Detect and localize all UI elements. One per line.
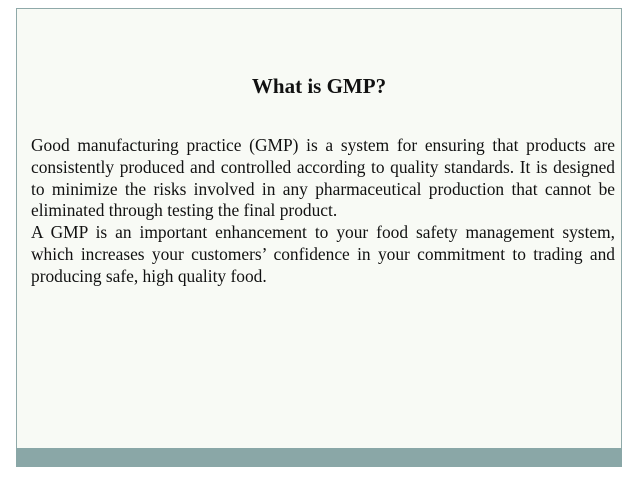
paragraph-definition: Good manufacturing practice (GMP) is a system for ensuring that products are consistently produced and controlled according to quality standards. It is designed to minimize the risks involved in any pharmaceutical production that cannot be eliminated through testing the final product. <box>31 135 615 221</box>
slide-body <box>31 135 615 288</box>
footer-band <box>16 448 622 467</box>
slide-title: What is GMP? <box>251 74 387 98</box>
paragraph-food-safety: A GMP is an important enhancement to your food safety management system, which increases your customers’ confidence in your commitment to trading and producing safe, high quality food. <box>31 222 615 286</box>
